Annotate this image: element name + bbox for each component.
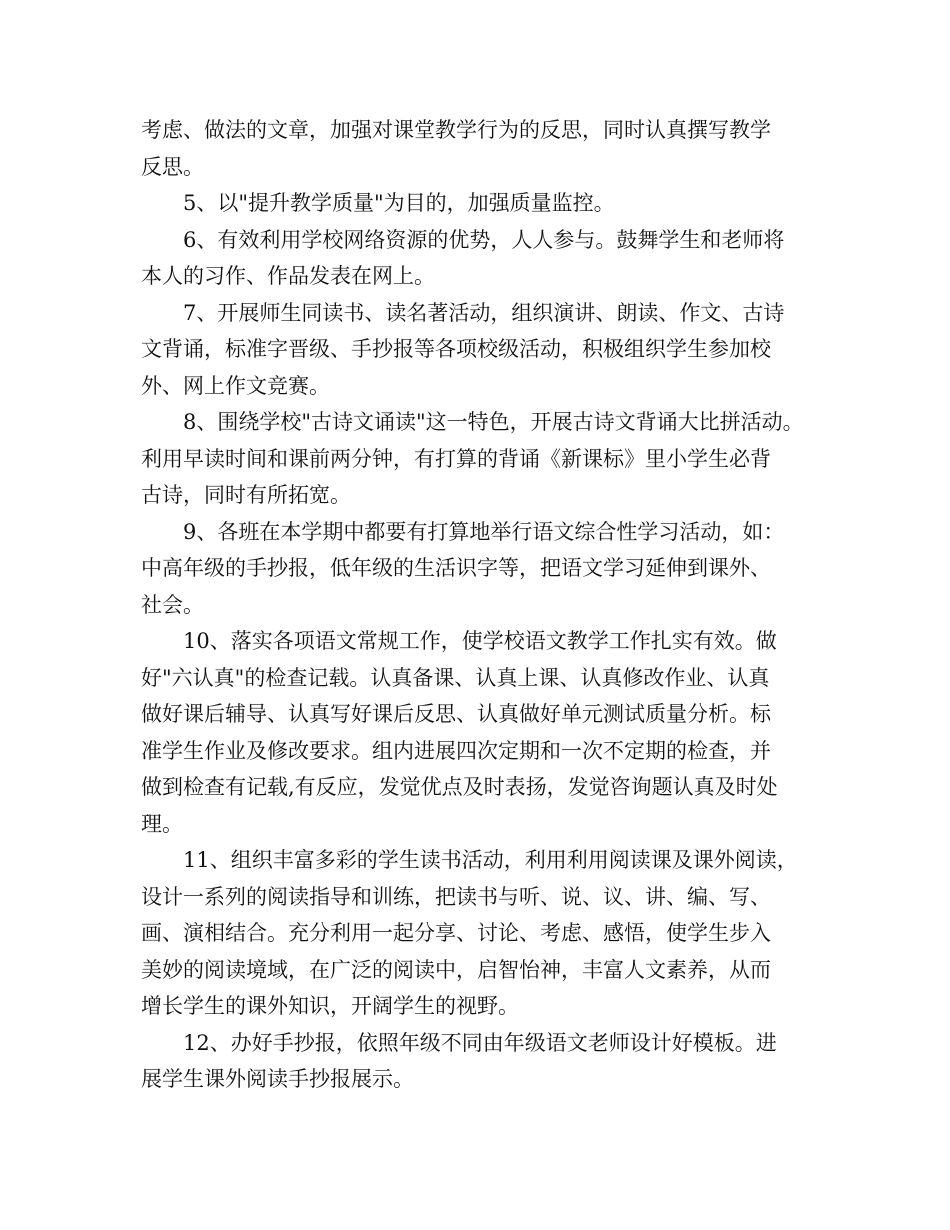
text-line: 做到检查有记载,有反应，发觉优点及时表扬，发觉咨询题认真及时处 [141, 775, 778, 799]
text-line: 理。 [141, 811, 183, 836]
paragraph-item-8 [141, 404, 836, 514]
text-line: 6、有效利用学校网络资源的优势，人人参与。鼓舞学生和老师将 [183, 227, 785, 252]
text-line: 5、以"提升教学质量"为目的，加强质量监控。 [183, 191, 615, 215]
paragraph-item-11 [141, 842, 836, 1025]
text-line: 7、开展师生同读书、读名著活动，组织演讲、朗读、作文、古诗 [183, 300, 785, 325]
text-line: 8、围绕学校"古诗文诵读"这一特色，开展古诗文背诵大比拼活动。 [183, 410, 804, 434]
paragraph-reflection [141, 112, 836, 185]
text-line: 社会。 [141, 592, 204, 617]
text-line: 9、各班在本学期中都要有打算地举行语文综合性学习活动，如： [183, 519, 785, 544]
text-line: 考虑、做法的文章，加强对课堂教学行为的反思，同时认真撰写教学 [141, 118, 771, 142]
text-line: 本人的习作、作品发表在网上。 [141, 264, 435, 288]
text-line: 利用早读时间和课前两分钟，有打算的背诵《新课标》里小学生必背 [141, 446, 771, 471]
document-body [141, 112, 836, 1098]
text-line: 10、落实各项语文常规工作，使学校语文教学工作扎实有效。做 [183, 629, 777, 653]
text-line: 中高年级的手抄报，低年级的生活识字等，把语文学习延伸到课外、 [141, 556, 771, 580]
paragraph-item-9 [141, 514, 836, 624]
text-line: 做好课后辅导、认真写好课后反思、认真做好单元测试质量分析。标 [141, 702, 771, 726]
paragraph-item-12 [141, 1025, 836, 1098]
paragraph-item-5 [141, 185, 836, 222]
paragraph-item-10 [141, 623, 836, 842]
text-line: 画、演相结合。充分利用一起分享、讨论、考虑、感悟，使学生步入 [141, 921, 771, 945]
paragraph-item-6 [141, 222, 836, 295]
text-line: 12、办好手抄报，依照年级不同由年级语文老师设计好模板。进 [183, 1030, 777, 1055]
text-line: 反思。 [141, 154, 204, 179]
text-line: 文背诵，标准字晋级、手抄报等各项校级活动，积极组织学生参加校 [141, 337, 771, 361]
text-line: 外、网上作文竞赛。 [141, 373, 330, 398]
text-line: 美妙的阅读境域，在广泛的阅读中，启智怡神，丰富人文素养，从而 [141, 957, 771, 982]
text-line: 好"六认真"的检查记载。认真备课、认真上课、认真修改作业、认真 [141, 665, 770, 690]
text-line: 增长学生的课外知识，开阔学生的视野。 [141, 994, 519, 1018]
text-line: 准学生作业及修改要求。组内进展四次定期和一次不定期的检查，并 [141, 738, 771, 763]
text-line: 11、组织丰富多彩的学生读书活动，利用利用阅读课及课外阅读， [183, 848, 798, 872]
text-line: 古诗，同时有所拓宽。 [141, 483, 351, 507]
paragraph-item-7 [141, 295, 836, 405]
text-line: 展学生课外阅读手抄报展示。 [141, 1067, 414, 1091]
text-line: 设计一系列的阅读指导和训练，把读书与听、说、议、讲、编、写、 [141, 884, 771, 909]
